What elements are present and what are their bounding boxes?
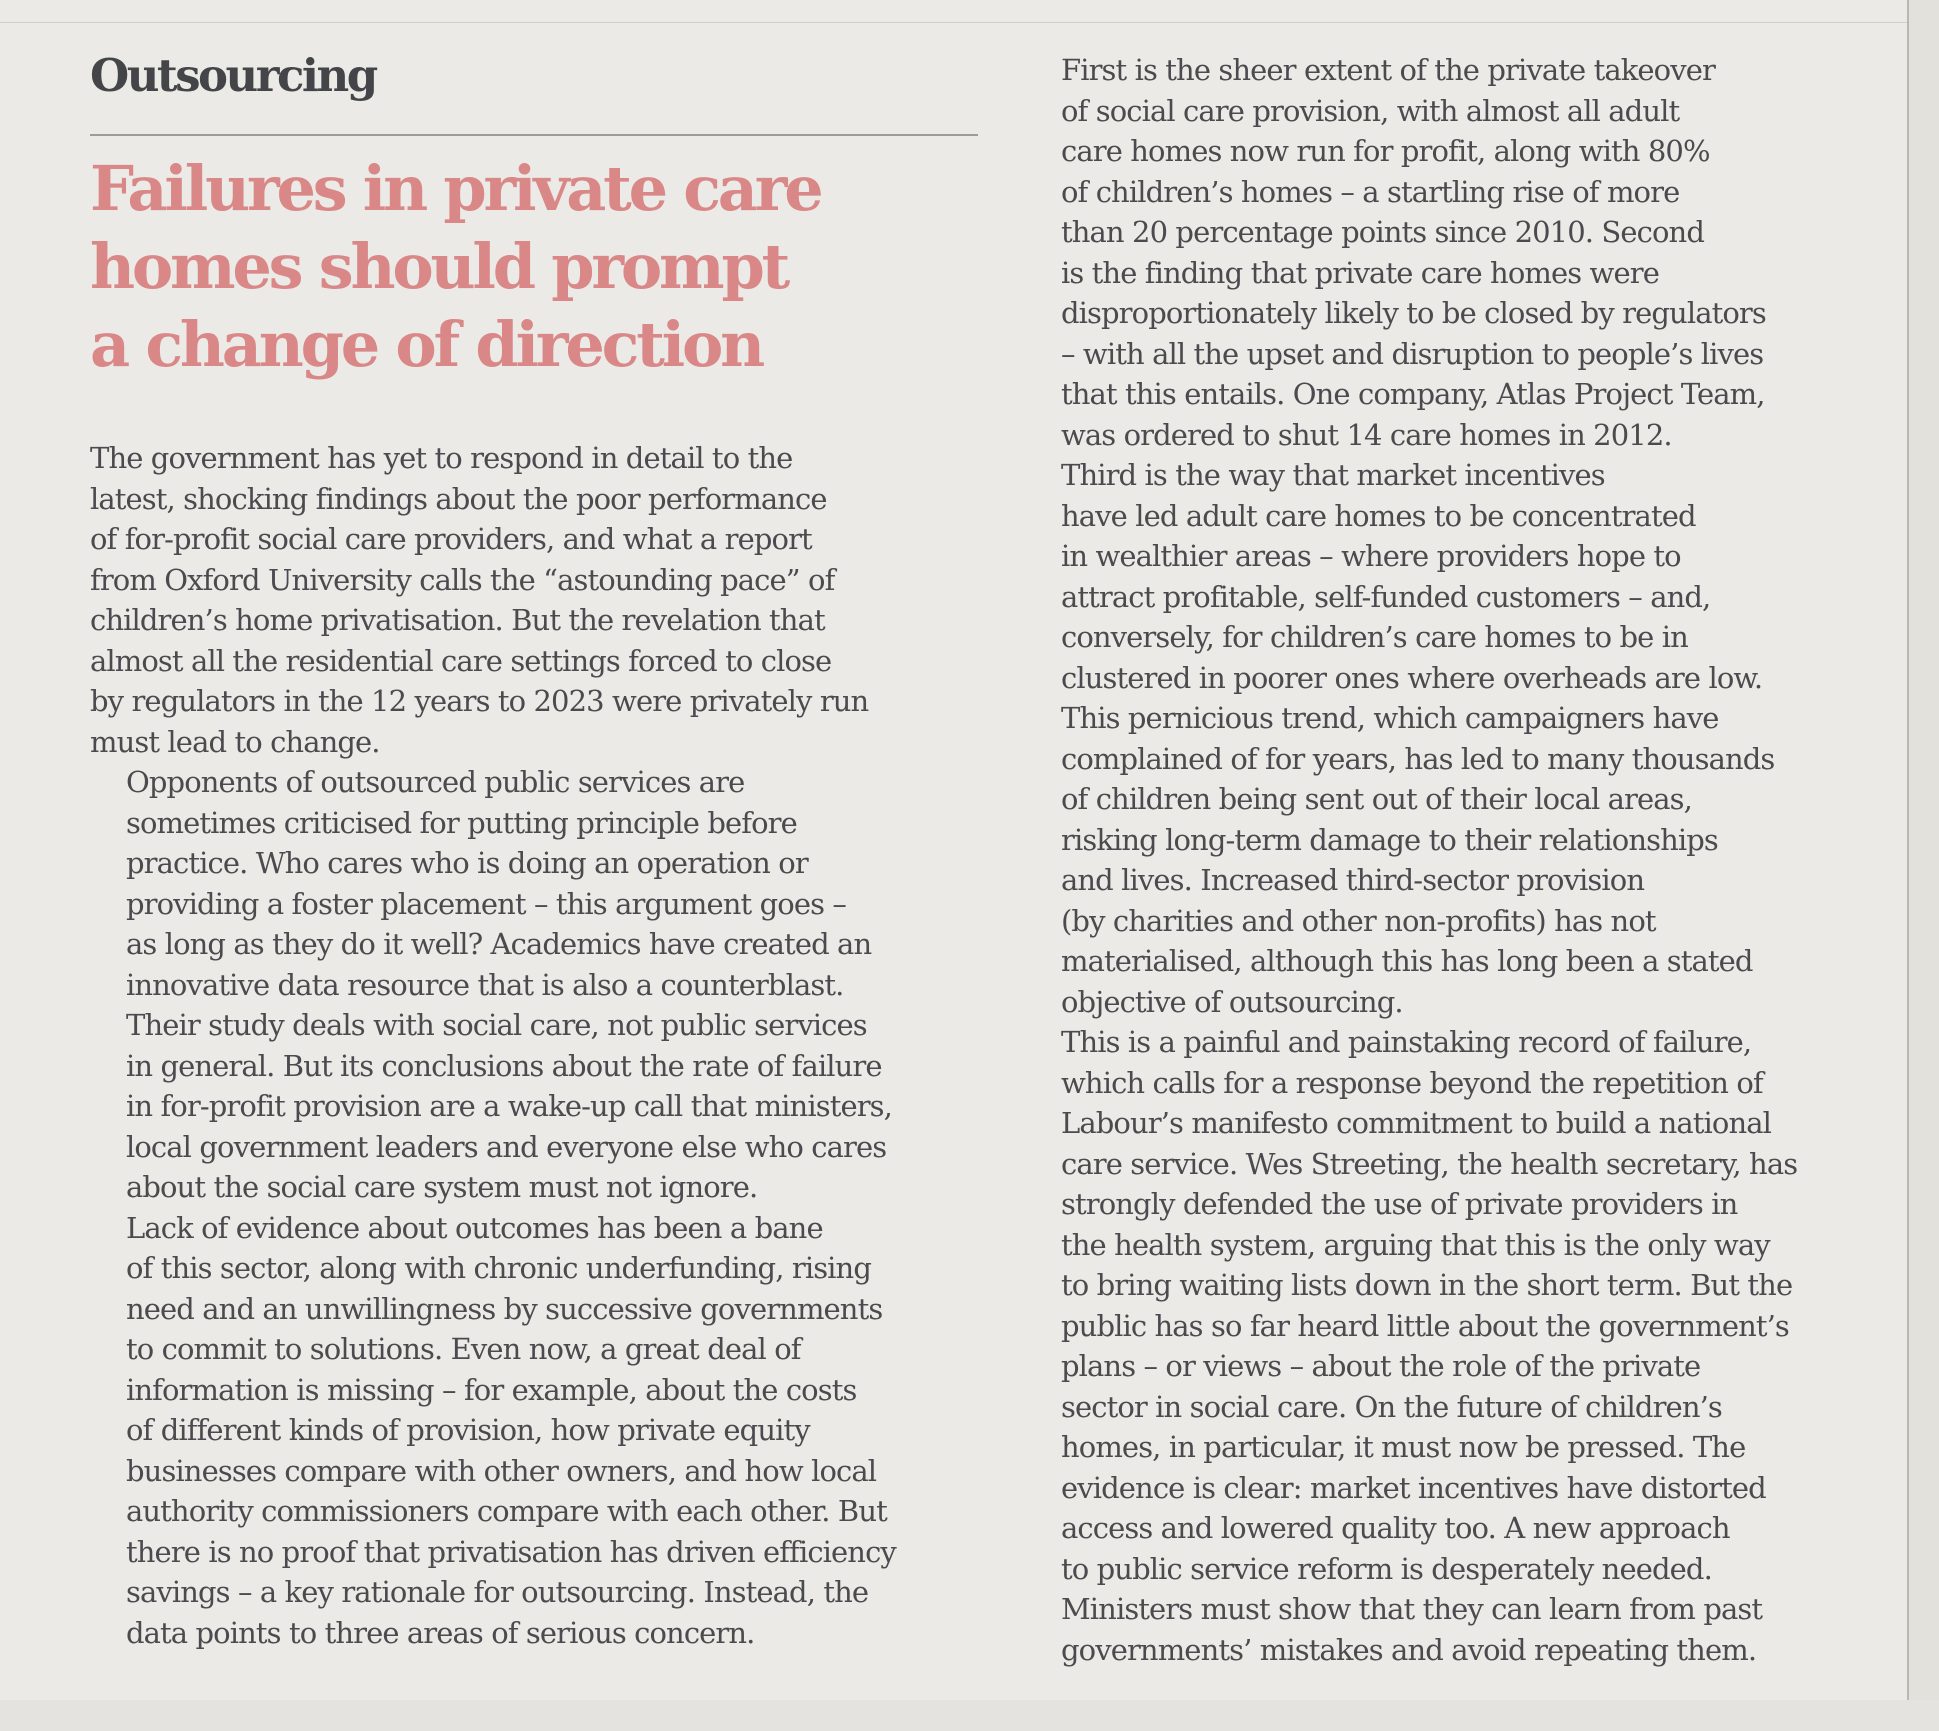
left-column: [90, 48, 992, 1653]
text-line: and lives. Increased third-sector provision: [1061, 863, 1645, 897]
text-line: Opponents of outsourced public services are: [126, 765, 745, 799]
text-line: to bring waiting lists down in the short term. But the: [1061, 1268, 1793, 1302]
headline-rule: [90, 134, 978, 136]
text-line: access and lowered quality too. A new approach: [1061, 1511, 1730, 1545]
text-line: authority commissioners compare with each other. But: [126, 1494, 887, 1528]
paragraph: [1025, 50, 1885, 455]
text-line: from Oxford University calls the “astounding pace” of: [90, 562, 835, 597]
top-edge-line: [0, 22, 1939, 23]
paragraph: [90, 438, 992, 762]
headline-line: a change of direction: [90, 308, 763, 381]
text-line: about the social care system must not ignore.: [126, 1170, 758, 1204]
text-line: in wealthier areas – where providers hope to: [1061, 539, 1681, 573]
text-line: Labour’s manifesto commitment to build a national: [1061, 1106, 1772, 1140]
text-line: homes, in particular, it must now be pressed. The: [1061, 1430, 1746, 1464]
text-line: materialised, although this has long been a stated: [1061, 944, 1753, 978]
paragraph: [1025, 1022, 1885, 1670]
text-line: which calls for a response beyond the repetition of: [1061, 1065, 1763, 1100]
text-line: of different kinds of provision, how private equity: [126, 1413, 810, 1447]
text-line: children’s home privatisation. But the revelation that: [90, 603, 825, 637]
text-line: disproportionately likely to be closed by regulators: [1061, 296, 1766, 330]
text-line: public has so far heard little about the government’s: [1061, 1308, 1789, 1343]
right-margin-strip: [1907, 0, 1939, 1731]
right-body: [1025, 50, 1885, 1670]
text-line: of this sector, along with chronic underfunding, rising: [126, 1251, 871, 1285]
paragraph: [90, 1208, 992, 1654]
text-line: care homes now run for profit, along with 80%: [1061, 134, 1710, 168]
text-line: care service. Wes Streeting, the health secretary, has: [1061, 1146, 1798, 1181]
right-column: [1025, 50, 1885, 1670]
headline-line: Failures in private care: [90, 152, 821, 225]
text-line: have led adult care homes to be concentrated: [1061, 498, 1696, 533]
text-line: Lack of evidence about outcomes has been a bane: [126, 1210, 823, 1245]
text-line: This is a painful and painstaking record of failure,: [1061, 1025, 1752, 1059]
paragraph: [90, 762, 992, 1208]
text-line: need and an unwillingness by successive governments: [126, 1291, 883, 1326]
text-line: of social care provision, with almost all adult: [1061, 93, 1680, 128]
text-line: First is the sheer extent of the private takeover: [1061, 53, 1715, 87]
text-line: providing a foster placement – this argument goes –: [126, 886, 846, 921]
text-line: attract profitable, self-funded customers – and,: [1061, 579, 1711, 614]
text-line: strongly defended the use of private providers in: [1061, 1187, 1738, 1221]
text-line: objective of outsourcing.: [1061, 984, 1403, 1019]
text-line: was ordered to shut 14 care homes in 2012.: [1061, 417, 1672, 452]
text-line: data points to three areas of serious concern.: [126, 1615, 755, 1650]
text-line: practice. Who cares who is doing an operation or: [126, 846, 808, 880]
text-line: than 20 percentage points since 2010. Second: [1061, 215, 1704, 249]
text-line: of for-profit social care providers, and what a report: [90, 522, 812, 556]
text-line: complained of for years, has led to many thousands: [1061, 741, 1775, 776]
text-line: plans – or views – about the role of the private: [1061, 1349, 1701, 1383]
headline-line: homes should prompt: [90, 230, 788, 303]
text-line: clustered in poorer ones where overheads are low.: [1061, 660, 1763, 695]
bottom-margin-strip: [0, 1700, 1939, 1731]
text-line: – with all the upset and disruption to people’s lives: [1061, 336, 1764, 371]
text-line: is the finding that private care homes were: [1061, 255, 1659, 290]
text-line: savings – a key rationale for outsourcing. Instead, the: [126, 1575, 869, 1609]
text-line: evidence is clear: market incentives have distorted: [1061, 1470, 1766, 1505]
text-line: sometimes criticised for putting principle before: [126, 805, 797, 840]
left-body: [90, 438, 992, 1653]
text-line: innovative data resource that is also a counterblast.: [126, 967, 844, 1002]
section-kicker: Outsourcing: [90, 49, 376, 102]
text-line: Their study deals with social care, not public services: [126, 1008, 867, 1042]
text-line: in general. But its conclusions about the rate of failure: [126, 1048, 882, 1083]
text-line: to public service reform is desperately needed.: [1061, 1551, 1712, 1586]
text-line: conversely, for children’s care homes to be in: [1061, 620, 1688, 654]
text-line: as long as they do it well? Academics have created an: [126, 927, 872, 961]
paragraph: [1025, 455, 1885, 1022]
text-line: of children’s homes – a startling rise of more: [1061, 174, 1680, 209]
text-line: businesses compare with other owners, and how local: [126, 1453, 877, 1488]
text-line: of children being sent out of their local areas,: [1061, 782, 1692, 816]
text-line: sector in social care. On the future of children’s: [1061, 1389, 1722, 1424]
text-line: almost all the residential care settings forced to close: [90, 643, 832, 678]
text-line: the health system, arguing that this is the only way: [1061, 1227, 1770, 1262]
text-line: Ministers must show that they can learn from past: [1061, 1592, 1763, 1626]
text-line: must lead to change.: [90, 724, 380, 759]
text-line: to commit to solutions. Even now, a great deal of: [126, 1332, 801, 1366]
text-line: by regulators in the 12 years to 2023 were privately run: [90, 684, 869, 718]
text-line: governments’ mistakes and avoid repeating them.: [1061, 1632, 1757, 1667]
text-line: (by charities and other non-profits) has not: [1061, 903, 1656, 938]
text-line: risking long-term damage to their relationships: [1061, 822, 1718, 857]
text-line: The government has yet to respond in detail to the: [90, 441, 793, 475]
text-line: Third is the way that market incentives: [1061, 458, 1605, 492]
text-line: latest, shocking findings about the poor performance: [90, 481, 827, 516]
text-line: there is no proof that privatisation has driven efficiency: [126, 1534, 896, 1569]
text-line: local government leaders and everyone else who cares: [126, 1129, 887, 1164]
text-line: This pernicious trend, which campaigners have: [1061, 701, 1719, 735]
text-line: information is missing – for example, about the costs: [126, 1372, 857, 1407]
text-line: in for-profit provision are a wake-up call that ministers,: [126, 1089, 892, 1123]
headline: [90, 150, 992, 384]
text-line: that this entails. One company, Atlas Project Team,: [1061, 377, 1765, 411]
